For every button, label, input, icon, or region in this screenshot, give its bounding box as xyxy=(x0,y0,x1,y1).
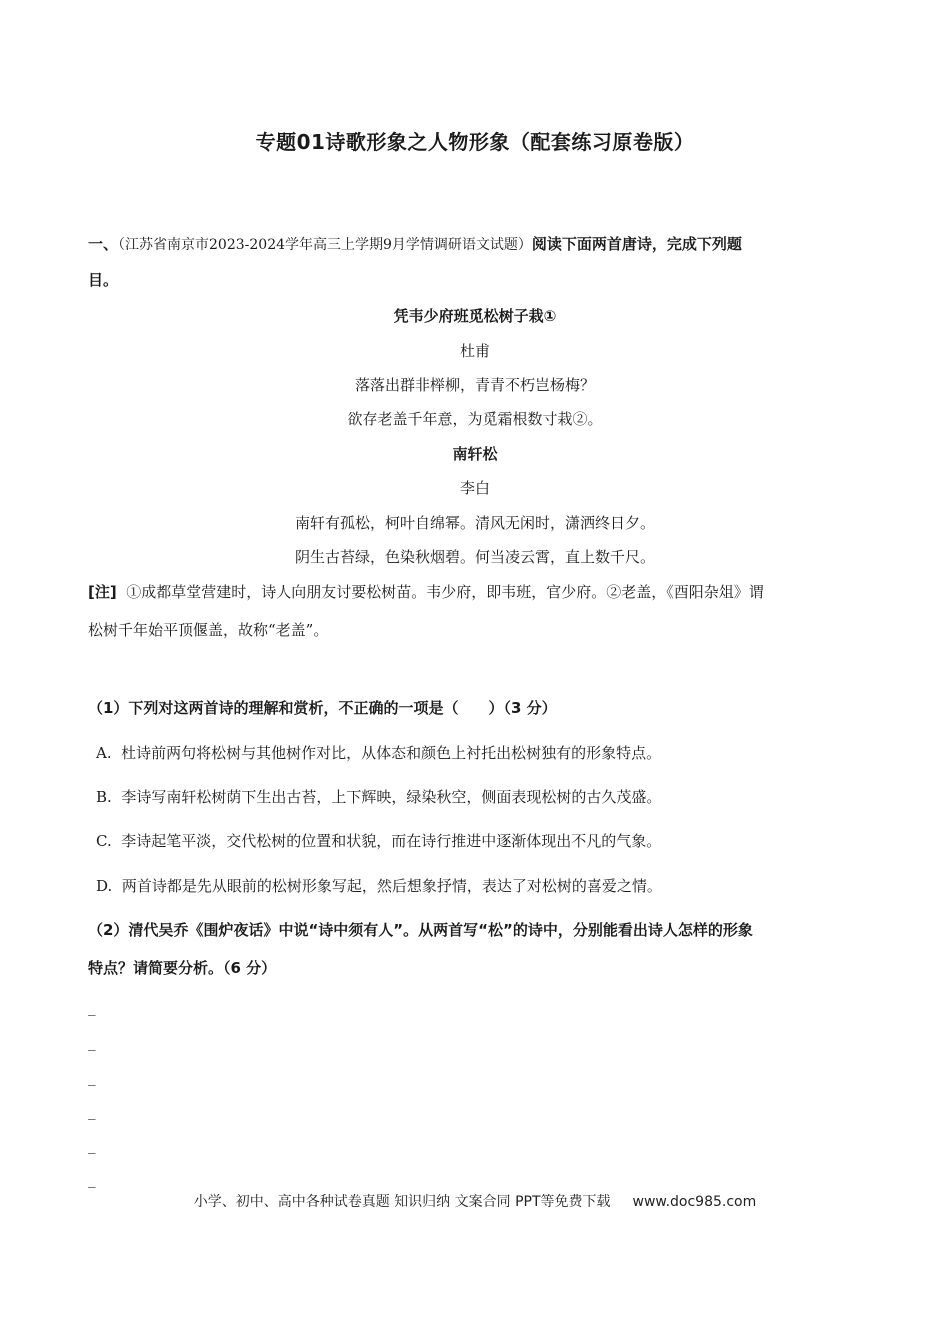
option-c xyxy=(96,830,876,851)
section1-header xyxy=(88,233,868,254)
answer-blank[interactable]: _ xyxy=(88,998,96,1016)
note-line-cont: 松树千年始平顶偃盖，故称“老盖”。 xyxy=(88,621,329,639)
poem2-author: 李白 xyxy=(459,479,490,497)
answer-blank[interactable]: _ xyxy=(88,1102,96,1120)
option-letter: D. xyxy=(96,877,113,895)
footer-text: 小学、初中、高中各种试卷真题 知识归纳 文案合同 PPT等免费下载 xyxy=(193,1194,611,1210)
question1-stem: （1）下列对这两首诗的理解和赏析，不正确的一项是（ ）（3 分） xyxy=(88,699,557,717)
option-text: 李诗写南轩松树荫下生出古苔，上下辉映，绿染秋空，侧面表现松树的古久茂盛。 xyxy=(121,788,662,806)
poem2-line: 南轩有孤松，柯叶自绵幂。清风无闲时，潇洒终日夕。 xyxy=(294,514,655,532)
poem1-line: 落落出群非榉柳，青青不朽岂杨梅？ xyxy=(354,376,595,394)
answer-blank[interactable]: _ xyxy=(88,1170,96,1188)
poem1-author: 杜甫 xyxy=(459,342,490,360)
option-b xyxy=(96,786,876,807)
poem2-title: 南轩松 xyxy=(452,445,498,463)
note-text: ①成都草堂营建时，诗人向朋友讨要松树苗。韦少府，即韦班，官少府。②老盖，《酉阳杂俎》谓 xyxy=(126,583,764,601)
poem1-title: 凭韦少府班觅松树子栽① xyxy=(393,307,557,325)
question-source: （江苏省南京市2023-2024学年高三上学期9月学情调研语文试题） xyxy=(118,237,532,253)
answer-blank[interactable]: _ xyxy=(88,1033,96,1051)
option-a xyxy=(96,742,876,763)
option-text: 两首诗都是先从眼前的松树形象写起，然后想象抒情，表达了对松树的喜爱之情。 xyxy=(121,877,662,895)
poem2-line: 阴生古苔绿，色染秋烟碧。何当凌云霄，直上数千尺。 xyxy=(294,548,655,566)
option-letter: A. xyxy=(96,744,112,762)
section-number: 一、 xyxy=(88,235,119,253)
poem1-line: 欲存老盖千年意，为觅霜根数寸栽②。 xyxy=(347,410,603,428)
section-instruction-cont: 目。 xyxy=(88,271,119,289)
answer-blank[interactable]: _ xyxy=(88,1068,96,1086)
question2-stem: （2）清代吴乔《围炉夜话》中说“诗中须有人”。从两首写“松”的诗中，分别能看出诗人怎样的形象 xyxy=(88,921,753,939)
note-label: [注] xyxy=(88,583,117,601)
section-instruction: 阅读下面两首唐诗，完成下列题 xyxy=(531,235,742,253)
option-letter: B. xyxy=(96,788,112,806)
page-footer xyxy=(0,1191,950,1211)
question2-stem-cont: 特点？请简要分析。（6 分） xyxy=(88,959,277,977)
option-text: 李诗起笔平淡，交代松树的位置和状貌，而在诗行推进中逐渐体现出不凡的气象。 xyxy=(121,832,662,850)
note-line xyxy=(88,581,868,602)
option-d xyxy=(96,875,876,896)
page-title: 专题01诗歌形象之人物形象（配套练习原卷版） xyxy=(255,130,695,154)
option-text: 杜诗前两句将松树与其他树作对比，从体态和颜色上衬托出松树独有的形象特点。 xyxy=(121,744,662,762)
answer-blank[interactable]: _ xyxy=(88,1136,96,1154)
option-letter: C. xyxy=(96,832,112,850)
footer-site-link[interactable]: www.doc985.com xyxy=(632,1194,757,1210)
